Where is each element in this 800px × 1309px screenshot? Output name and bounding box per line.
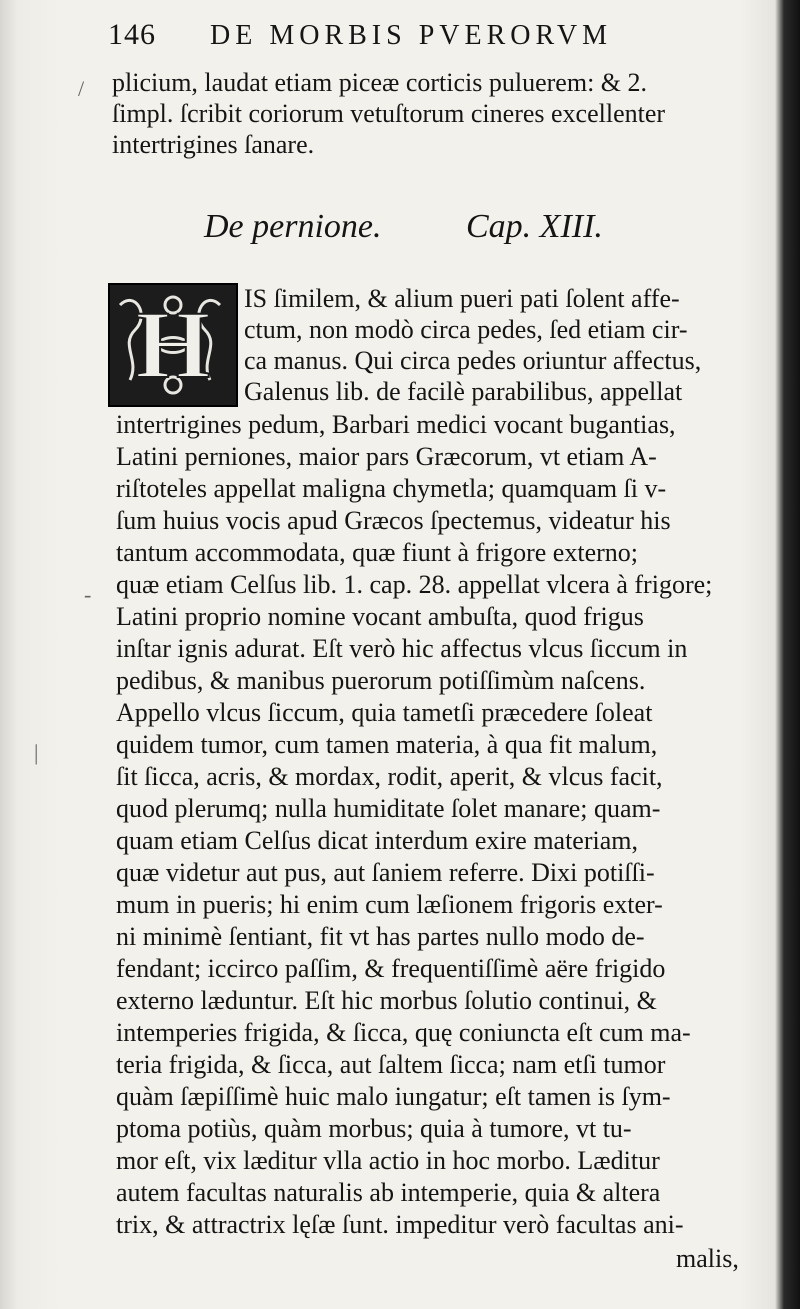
ornament-icon xyxy=(110,285,236,405)
text-line: riſtoteles appellat maligna chymetla; quamquam ſi v- xyxy=(116,474,667,503)
text-line: quod plerumq; nulla humiditate ſolet manare; quam- xyxy=(116,794,661,823)
margin-mark: / xyxy=(78,76,85,101)
text-line: quidem tumor, cum tamen materia, à qua fit malum, xyxy=(116,730,658,759)
text-line: quæ videtur aut pus, aut ſaniem referre. Dixi potiſſi- xyxy=(116,858,655,887)
text-line: intertrigines pedum, Barbari medici vocant bugantias, xyxy=(116,410,676,439)
text-line: quam etiam Celſus dicat interdum exire materiam, xyxy=(116,826,638,855)
text-line: ſit ſicca, acris, & mordax, rodit, aperit, & vlcus facit, xyxy=(116,762,663,791)
text-line: ni minimè ſentiant, fit vt has partes nullo modo de- xyxy=(116,922,645,951)
text-line: mum in pueris; hi enim cum læſionem frigoris exter- xyxy=(116,890,663,919)
text-line: trix, & attractrix lęſæ ſunt. impeditur verò facultas ani- xyxy=(116,1210,684,1239)
text-line: IS ſimilem, & alium pueri pati ſolent affe- xyxy=(244,284,680,313)
margin-mark: | xyxy=(34,740,39,765)
chapter-title: De pernione. xyxy=(204,208,382,245)
text-line: plicium, laudat etiam piceæ corticis puluerem: & 2. xyxy=(112,68,648,97)
text-line: Latini proprio nomine vocant ambuſta, quod frigus xyxy=(116,602,644,631)
running-head: DE MORBIS PVERORVM xyxy=(210,20,613,51)
text-line: autem facultas naturalis ab intemperie, quia & altera xyxy=(116,1178,661,1207)
ornamental-drop-cap xyxy=(108,283,238,407)
text-line: ptoma potiùs, quàm morbus; quia à tumore, vt tu- xyxy=(116,1114,632,1143)
text-line: externo læduntur. Eſt hic morbus ſolutio continui, & xyxy=(116,986,657,1015)
page-header xyxy=(108,18,708,58)
text-line: quàm ſæpiſſimè huic malo iungatur; eſt tamen is ſym- xyxy=(116,1082,671,1111)
text-line: Galenus lib. de facilè parabilibus, appellat xyxy=(244,377,683,406)
text-line: mor eſt, vix læditur vlla actio in hoc morbo. Læditur xyxy=(116,1146,660,1175)
text-line: fendant; iccirco paſſim, & frequentiſſimè aëre frigido xyxy=(116,954,666,983)
text-line: ſimpl. ſcribit coriorum vetuſtorum cineres excellenter xyxy=(112,99,666,128)
text-line: pedibus, & manibus puerorum potiſſimùm naſcens. xyxy=(116,666,646,695)
text-line: ca manus. Qui circa pedes oriuntur affectus, xyxy=(244,346,702,375)
chapter-number: Cap. XIII. xyxy=(466,208,603,245)
text-line: teria frigida, & ſicca, aut ſaltem ſicca; nam etſi tumor xyxy=(116,1050,666,1079)
drop-cap-letter: H xyxy=(135,291,211,398)
margin-mark: - xyxy=(84,582,92,607)
text-line: quæ etiam Celſus lib. 1. cap. 28. appellat vlcera à frigore; xyxy=(116,570,713,599)
catchword: malis, xyxy=(676,1244,739,1273)
text-line: ctum, non modò circa pedes, ſed etiam cir- xyxy=(244,315,688,344)
text-line: Appello vlcus ſiccum, quia tametſi præcedere ſoleat xyxy=(116,698,653,727)
text-line: intertrigines ſanare. xyxy=(112,130,315,159)
text-line: tantum accommodata, quæ fiunt à frigore externo; xyxy=(116,538,638,567)
text-line: Latini perniones, maior pars Græcorum, vt etiam A- xyxy=(116,442,657,471)
text-line: intemperies frigida, & ſicca, quę coniuncta eſt cum ma- xyxy=(116,1018,691,1047)
text-line: ſum huius vocis apud Græcos ſpectemus, videatur his xyxy=(116,506,671,535)
text-line: inſtar ignis adurat. Eſt verò hic affectus vlcus ſiccum in xyxy=(116,634,688,663)
page-number: 146 xyxy=(108,18,156,51)
